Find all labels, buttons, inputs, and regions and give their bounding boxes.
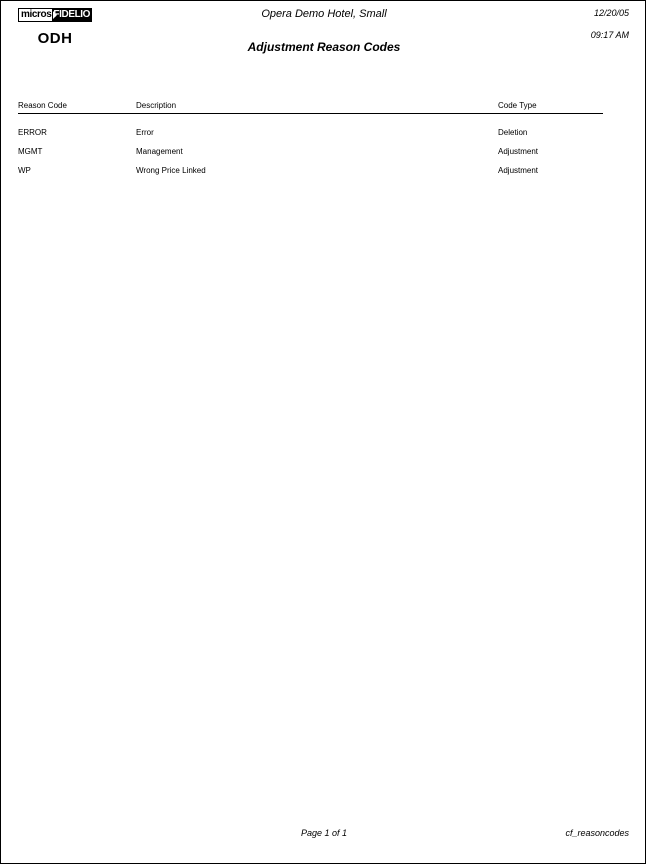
cell-reason-code: ERROR <box>18 128 47 137</box>
table-row <box>18 128 603 147</box>
table-row <box>18 166 603 185</box>
column-header-code-type: Code Type <box>498 101 603 114</box>
table-header-row <box>18 101 603 114</box>
column-header-description: Description <box>136 101 498 114</box>
report-date: 12/20/05 <box>593 8 629 18</box>
logo-micros-text: micros <box>21 9 52 20</box>
table-spacer-row <box>18 114 603 129</box>
column-header-reason-code: Reason Code <box>18 101 136 114</box>
cell-description: Error <box>136 128 154 137</box>
report-id: cf_reasoncodes <box>565 828 629 838</box>
report-table-area <box>1 101 646 185</box>
property-code: ODH <box>37 30 73 47</box>
hotel-name: Opera Demo Hotel, Small <box>261 8 387 20</box>
cell-reason-code: MGMT <box>18 147 43 156</box>
cell-description: Wrong Price Linked <box>136 166 206 175</box>
table-row <box>18 147 603 166</box>
page-number: Page 1 of 1 <box>300 828 348 838</box>
cell-code-type: Deletion <box>498 128 528 137</box>
report-time: 09:17 AM <box>590 30 629 40</box>
cell-code-type: Adjustment <box>498 147 539 156</box>
page-title: Adjustment Reason Codes <box>247 40 401 54</box>
cell-code-type: Adjustment <box>498 166 539 175</box>
cell-reason-code: WP <box>18 166 31 175</box>
cell-description: Management <box>136 147 183 156</box>
reason-codes-table <box>18 101 603 185</box>
logo-fidelio-text: FIDELIO <box>53 9 91 20</box>
